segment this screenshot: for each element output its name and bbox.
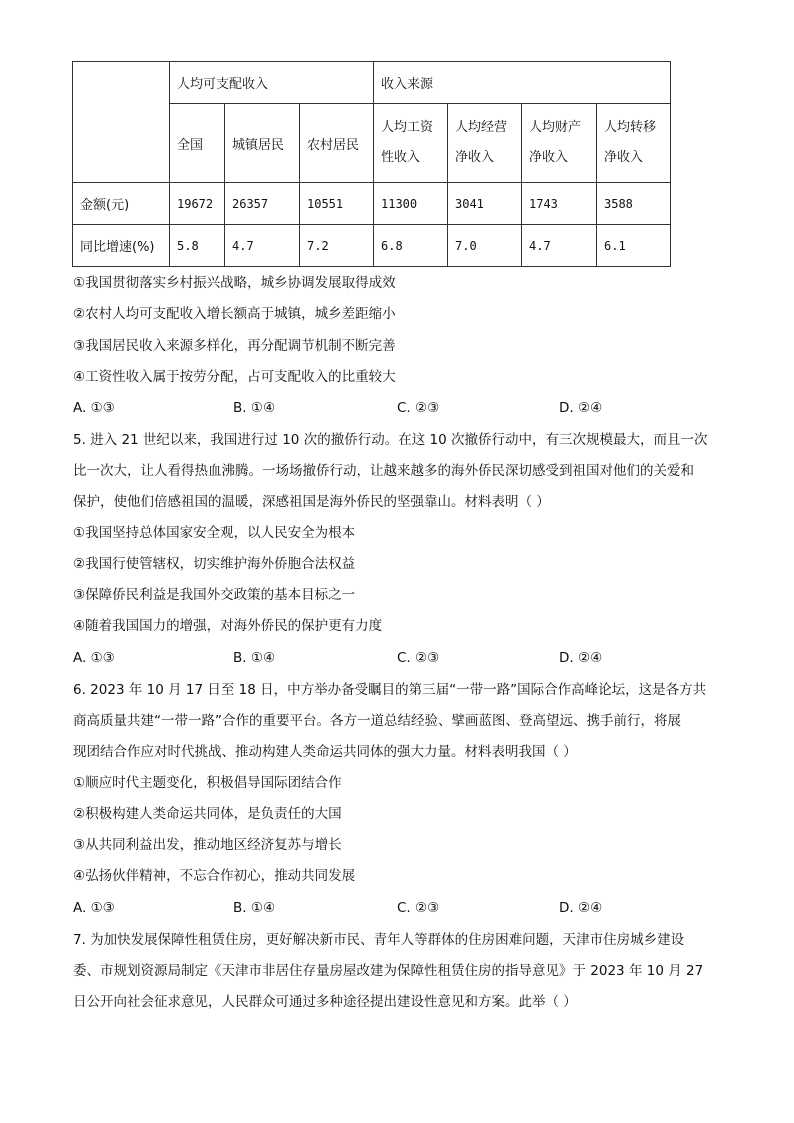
- table-column-header: 人均工资 性收入: [374, 104, 448, 183]
- q7-stem: [73, 925, 723, 1019]
- table-row: [73, 183, 671, 225]
- option-d[interactable]: D. ②④: [559, 400, 603, 416]
- table-cell: 3041: [448, 183, 522, 225]
- q4-options: [73, 398, 733, 418]
- q6-statement: ②积极构建人类命运共同体，是负责任的大国: [73, 806, 342, 822]
- q7-stem-line: 7. 为加快发展保障性租赁住房，更好解决新市民、青年人等群体的住房困难问题，天津市住房城乡建设: [73, 932, 685, 948]
- q5-statement: ④随着我国国力的增强，对海外侨民的保护更有力度: [73, 618, 383, 634]
- income-table: [72, 61, 671, 267]
- table-cell: 11300: [374, 183, 448, 225]
- option-a[interactable]: A. ①③: [73, 650, 115, 666]
- table-cell: 1743: [522, 183, 597, 225]
- table-cell: 26357: [225, 183, 300, 225]
- table-cell: 4.7: [522, 225, 597, 267]
- option-b[interactable]: B. ①④: [233, 900, 276, 916]
- option-c[interactable]: C. ②③: [397, 400, 440, 416]
- q6-stem-line: 现团结合作应对时代挑战、推动构建人类命运共同体的强大力量。材料表明我国（ ）: [73, 744, 577, 761]
- table-corner-cell: [73, 62, 170, 183]
- q6-statement: ④弘扬伙伴精神，不忘合作初心，推动共同发展: [73, 868, 356, 884]
- q6-statement: ③从共同利益出发，推动地区经济复苏与增长: [73, 837, 342, 853]
- q5-stem-line: 比一次大，让人看得热血沸腾。一场场撤侨行动，让越来越多的海外侨民深切感受到祖国对他们的关爱和: [73, 463, 694, 480]
- option-d[interactable]: D. ②④: [559, 650, 603, 666]
- q5-options: [73, 648, 733, 668]
- q6-statement: ①顺应时代主题变化，积极倡导国际团结合作: [73, 775, 342, 791]
- q4-statement: ④工资性收入属于按劳分配，占可支配收入的比重较大: [73, 369, 396, 385]
- table-column-header: 全国: [170, 104, 225, 183]
- option-d[interactable]: D. ②④: [559, 900, 603, 916]
- option-b[interactable]: B. ①④: [233, 400, 276, 416]
- table-cell: 7.2: [300, 225, 374, 267]
- table-cell: 6.8: [374, 225, 448, 267]
- table-row-label: 同比增速(%): [73, 225, 170, 267]
- q4-statement: ①我国贯彻落实乡村振兴战略，城乡协调发展取得成效: [73, 275, 396, 291]
- q6-stem-line: 商高质量共建“一带一路”合作的重要平台。各方一道总结经验、擘画蓝图、登高望远、携手前行，将展: [73, 713, 681, 730]
- table-cell: 7.0: [448, 225, 522, 267]
- table-column-header: 城镇居民: [225, 104, 300, 183]
- q6-stem-line: 6. 2023 年 10 月 17 日至 18 日，中方举办备受瞩目的第三届“一带一路”国际合作高峰论坛，这是各方共: [73, 682, 707, 698]
- q5-stem-line: 5. 进入 21 世纪以来，我国进行过 10 次的撤侨行动。在这 10 次撤侨行动中，有三次规模最大，而且一次: [73, 432, 708, 448]
- table-column-header: 农村居民: [300, 104, 374, 183]
- table-column-header: 人均经营 净收入: [448, 104, 522, 183]
- q6-options: [73, 898, 733, 918]
- table-column-header: 人均财产 净收入: [522, 104, 597, 183]
- table-cell: 5.8: [170, 225, 225, 267]
- q4-statement: ③我国居民收入来源多样化，再分配调节机制不断完善: [73, 338, 396, 354]
- table-row-label: 金额(元): [73, 183, 170, 225]
- table-cell: 6.1: [597, 225, 671, 267]
- table-row: [73, 225, 671, 267]
- table-group-header: 人均可支配收入: [170, 62, 374, 104]
- option-c[interactable]: C. ②③: [397, 900, 440, 916]
- table-cell: 19672: [170, 183, 225, 225]
- option-a[interactable]: A. ①③: [73, 900, 115, 916]
- table-group-header: 收入来源: [374, 62, 671, 104]
- option-b[interactable]: B. ①④: [233, 650, 276, 666]
- q5-statement: ②我国行使管辖权，切实维护海外侨胞合法权益: [73, 556, 356, 572]
- q5-statement: ①我国坚持总体国家安全观，以人民安全为根本: [73, 525, 356, 541]
- q6-stem: [73, 675, 723, 769]
- q5-statement: ③保障侨民利益是我国外交政策的基本目标之一: [73, 587, 356, 603]
- q4-statement: ②农村人均可支配收入增长额高于城镇，城乡差距缩小: [73, 306, 396, 322]
- option-a[interactable]: A. ①③: [73, 400, 115, 416]
- table-cell: 10551: [300, 183, 374, 225]
- table-column-header: 人均转移 净收入: [597, 104, 671, 183]
- q5-stem-line: 保护，使他们倍感祖国的温暖，深感祖国是海外侨民的坚强靠山。材料表明（ ）: [73, 494, 550, 511]
- option-c[interactable]: C. ②③: [397, 650, 440, 666]
- q5-stem: [73, 425, 723, 519]
- q7-stem-line: 日公开向社会征求意见，人民群众可通过多种途径提出建设性意见和方案。此举（ ）: [73, 994, 577, 1011]
- table-cell: 3588: [597, 183, 671, 225]
- table-cell: 4.7: [225, 225, 300, 267]
- q7-stem-line: 委、市规划资源局制定《天津市非居住存量房屋改建为保障性租赁住房的指导意见》于 2023 年 10 月 27: [73, 963, 704, 980]
